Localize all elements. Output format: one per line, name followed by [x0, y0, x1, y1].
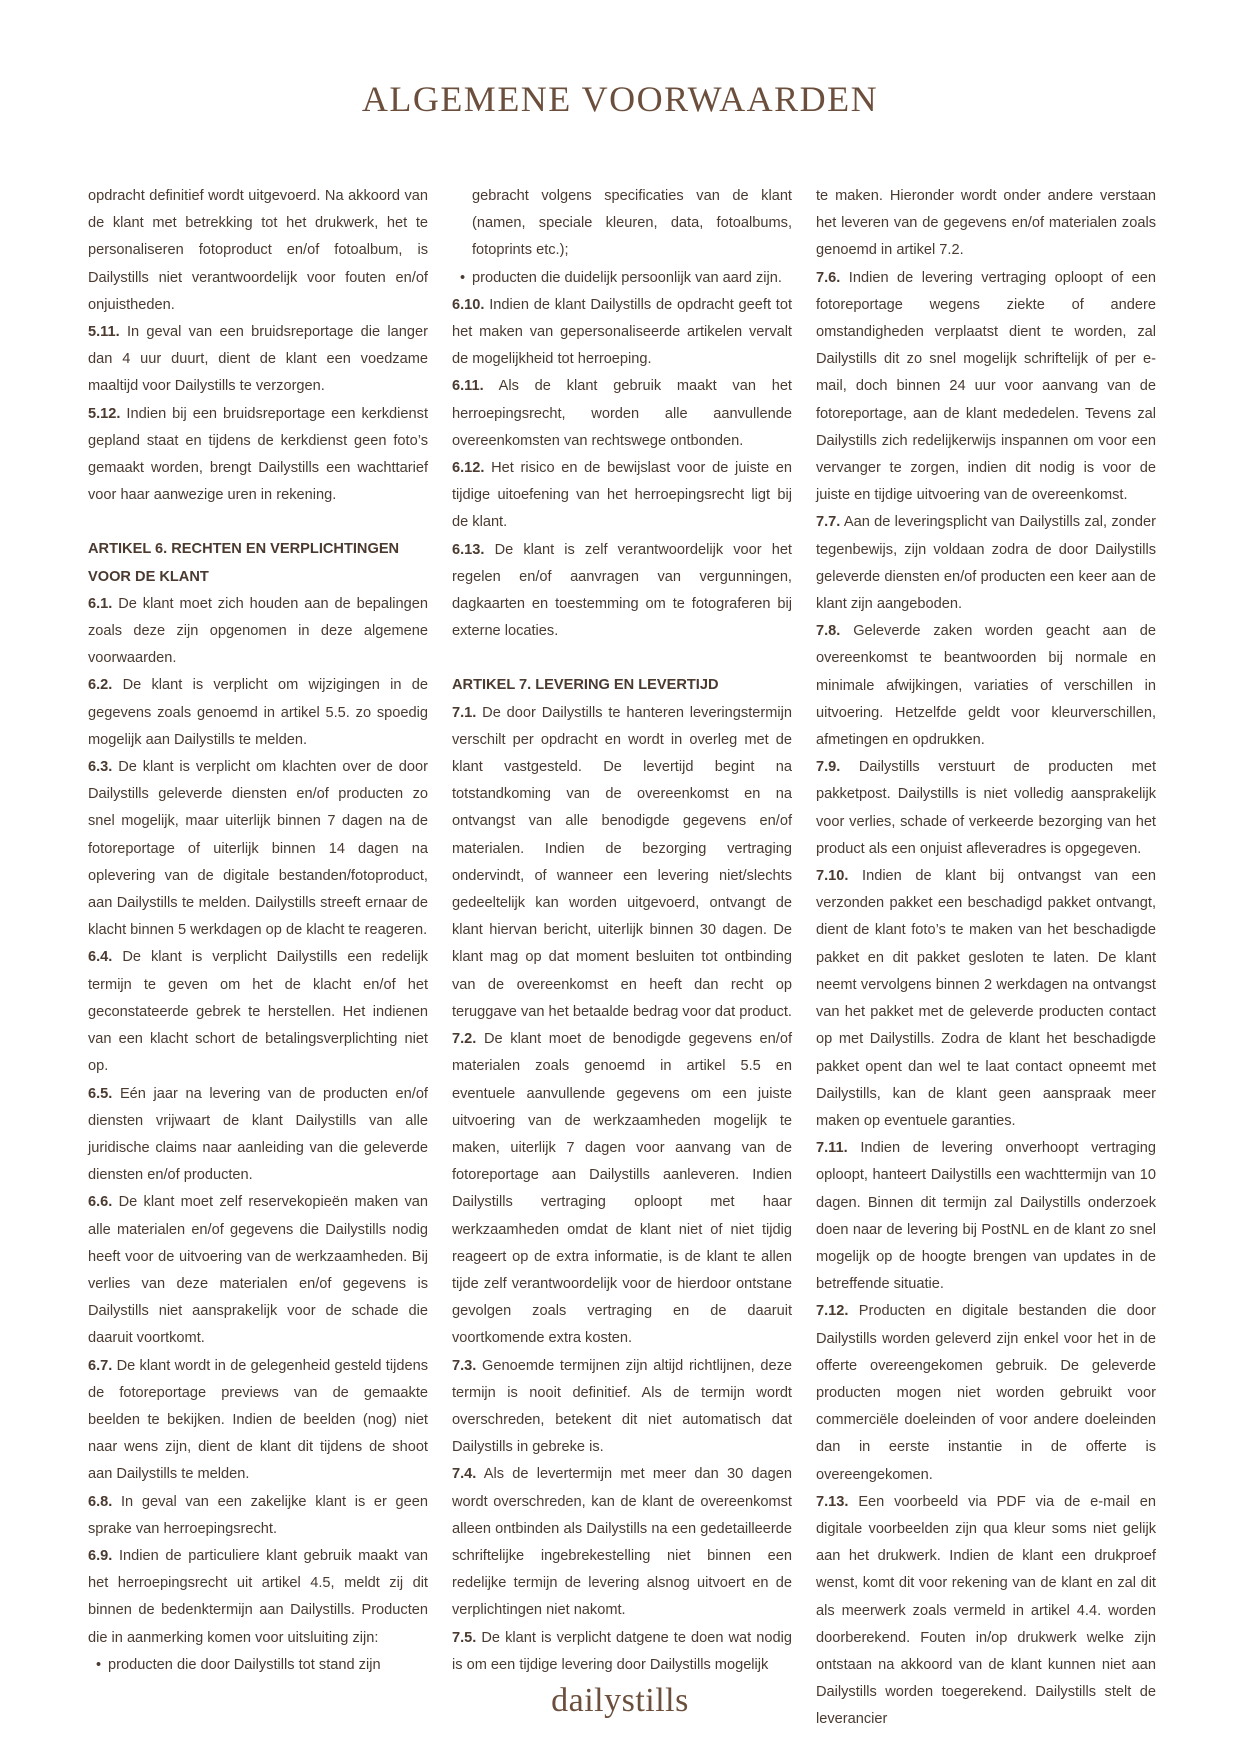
- article-7-heading: ARTIKEL 7. LEVERING EN LEVERTIJD: [452, 677, 719, 694]
- column-1: [88, 183, 428, 1679]
- clause-7-7: 7.7. Aan de leveringsplicht van Dailystills zal, zonder tegenbewijs, zijn voldaan zodra de door Dailystills geleverde diensten en/of producten een keer aan de klant zijn aangeboden.: [816, 514, 1156, 613]
- bullet-item: • producten die door Dailystills tot stand zijn: [88, 1652, 428, 1679]
- clause-7-3: 7.3. Genoemde termijnen zijn altijd richtlijnen, deze termijn is nooit definitief. Als de termijn wordt overschreden, betekent dit niet automatisch dat Dailystills in gebreke is.: [452, 1357, 792, 1456]
- clause-6-8: 6.8. In geval van een zakelijke klant is er geen sprake van herroepingsrecht.: [88, 1493, 428, 1537]
- bullet-icon: •: [96, 1656, 102, 1673]
- clause-7-8: 7.8. Geleverde zaken worden geacht aan de overeenkomst te beantwoorden bij normale en minimale afwijkingen, variaties of verschillen in uitvoering. Hetzelfde geldt voor kleurverschillen, afmetingen en opdrukken.: [816, 623, 1156, 749]
- clause-6-2: 6.2. De klant is verplicht om wijzigingen in de gegevens zoals genoemd in artikel 5.5. zo spoedig mogelijk aan Dailystills te melden.: [88, 677, 428, 748]
- clause-6-5: 6.5. Eén jaar na levering van de producten en/of diensten vrijwaart de klant Dailystills van alle juridische claims naar aanleiding van die geleverde diensten en/of producten.: [88, 1085, 428, 1184]
- column-3: [816, 183, 1156, 1734]
- clause-6-1: 6.1. De klant moet zich houden aan de bepalingen zoals deze zijn opgenomen in deze algemene voorwaarden.: [88, 595, 428, 667]
- paragraph: opdracht definitief wordt uitgevoerd. Na akkoord van de klant met betrekking tot het drukwerk, het te personaliseren fotoproduct en/of fotoalbum, is Dailystills niet verantwoordelijk voor fouten en/of onjuistheden.: [88, 188, 428, 313]
- clause-6-12: 6.12. Het risico en de bewijslast voor de juiste en tijdige uitoefening van het herroepingsrecht ligt bij de klant.: [452, 460, 792, 531]
- clause-7-12: 7.12. Producten en digitale bestanden die door Dailystills worden geleverd zijn enkel voor het in de offerte overeengekomen gebruik. De geleverde producten mogen niet worden gebruikt voor commerciële doeleinden of voor andere doeleinden dan in eerste instantie in de offerte is overeengekomen.: [816, 1303, 1156, 1483]
- clause-7-2: 7.2. De klant moet de benodigde gegevens en/of materialen zoals genoemd in artikel 5.5 en eventuele aanvullende gegevens om een juiste uitvoering van de werkzaamheden mogelijk te maken, uiterlijk 7 dagen voor aanvang van de fotoreportage aan Dailystills aanleveren. Indien Dailystills vertraging oploopt met haar werkzaamheden omdat de klant niet of niet tijdig reageert op de extra informatie, is de klant te allen tijde zelf verantwoordelijk voor de hierdoor ontstane gevolgen zoals vertraging en de daaruit voortkomende extra kosten.: [452, 1031, 792, 1347]
- page-title: ALGEMENE VOORWAARDEN: [361, 79, 879, 119]
- clause-6-3: 6.3. De klant is verplicht om klachten over de door Dailystills geleverde diensten en/of producten zo snel mogelijk, maar uiterlijk binnen 7 dagen na de fotoreportage of uiterlijk binnen 14 dagen na oplevering van de digitale bestanden/fotoproduct, aan Dailystills te melden. Dailystills streeft ernaar de klacht binnen 5 werkdagen op de klacht te reageren.: [88, 759, 428, 939]
- article-6-heading: ARTIKEL 6. RECHTEN EN VERPLICHTINGEN VOOR DE KLANT: [88, 541, 400, 585]
- clause-7-11: 7.11. Indien de levering onverhoopt vertraging oploopt, hanteert Dailystills een wachttermijn van 10 dagen. Binnen dit termijn zal Dailystills onderzoek doen naar de levering bij PostNL en de klant zo snel mogelijk op de hoogte brengen van updates in de betreffende situatie.: [816, 1140, 1156, 1293]
- bullet-continuation: gebracht volgens specificaties van de klant (namen, speciale kleuren, data, fotoalbums, fotoprints etc.);: [472, 188, 792, 259]
- clause-7-9: 7.9. Dailystills verstuurt de producten met pakketpost. Dailystills is niet volledig aansprakelijk voor verlies, schade of verkeerde bezorging van het product als een onjuist afleveradres is opgegeven.: [816, 759, 1156, 857]
- clause-6-13: 6.13. De klant is zelf verantwoordelijk voor het regelen en/of aanvragen van vergunningen, dagkaarten en toestemming om te fotograferen bij externe locaties.: [452, 541, 792, 640]
- clause-6-6: 6.6. De klant moet zelf reservekopieën maken van alle materialen en/of gegevens die Dailystills nodig heeft voor de uitvoering van de werkzaamheden. Bij verlies van deze materialen en/of gegevens is Dailystills niet aansprakelijk voor de schade die daaruit voortkomt.: [88, 1194, 428, 1347]
- clause-7-10: 7.10. Indien de klant bij ontvangst van een verzonden pakket een beschadigd pakket ontvangt, dient de klant foto’s te maken van het beschadigde pakket en dit pakket gesloten te laten. De klant neemt vervolgens binnen 2 werkdagen na ontvangst van het pakket met de geleverde producten contact op met Dailystills. Zodra de klant het beschadigde pakket opent dan wel te laat contact opneemt met Dailystills, kan de klant geen aanspraak meer maken op eventuele garanties.: [816, 868, 1156, 1129]
- clause-7-4: 7.4. Als de levertermijn met meer dan 30 dagen wordt overschreden, kan de klant de overeenkomst alleen ontbinden als Dailystills na een gedetailleerde schriftelijke ingebrekestelling niet binnen een redelijke termijn de levering alsnog uitvoert en de verplichtingen niet nakomt.: [452, 1466, 792, 1619]
- clause-7-13: 7.13. Een voorbeeld via PDF via de e-mail en digitale voorbeelden zijn qua kleur soms niet gelijk aan het drukwerk. Indien de klant een drukproef wenst, komt dit voor rekening van de klant en zal dit als meerwerk zoals vermeld in artikel 4.4. worden doorberekend. Fouten in/op drukwerk welke zijn ontstaan na akkoord van de klant kunnen niet aan Dailystills worden toegerekend. Dailystills stelt de leverancier: [816, 1493, 1156, 1728]
- clause-7-1: 7.1. De door Dailystills te hanteren leveringstermijn verschilt per opdracht en wordt in overleg met de klant vastgesteld. De levertijd begint na totstandkoming van de overeenkomst en na ontvangst van alle benodigde gegevens en/of materialen. Indien de bezorging vertraging ondervindt, of wanneer een levering niet/slechts gedeeltelijk kan worden uitgevoerd, ontvangt de klant hiervan bericht, uiterlijk binnen 30 dagen. De klant mag op dat moment besluiten tot ontbinding van de overeenkomst en heeft dan recht op teruggave van het betaalde bedrag voor dat product.: [452, 704, 792, 1020]
- paragraph: te maken. Hieronder wordt onder andere verstaan het leveren van de gegevens en/of materialen zoals genoemd in artikel 7.2.: [816, 188, 1156, 259]
- bullet-item: • producten die duidelijk persoonlijk van aard zijn.: [452, 265, 792, 292]
- brand-logo: dailystills: [551, 1682, 689, 1719]
- clause-6-10: 6.10. Indien de klant Dailystills de opdracht geeft tot het maken van gepersonaliseerde artikelen vervalt de mogelijkheid tot herroeping.: [452, 296, 792, 368]
- clause-6-11: 6.11. Als de klant gebruik maakt van het herroepingsrecht, worden alle aanvullende overeenkomsten van rechtswege ontbonden.: [452, 378, 792, 449]
- bullet-icon: •: [460, 269, 466, 286]
- clause-7-5: 7.5. De klant is verplicht datgene te doen wat nodig is om een tijdige levering door Dailystills mogelijk: [452, 1629, 792, 1673]
- clause-7-6: 7.6. Indien de levering vertraging oploopt of een fotoreportage wegens ziekte of andere omstandigheden verplaatst dient te worden, zal Dailystills dit zo snel mogelijk schriftelijk of per e-mail, doch binnen 24 uur voor aanvang van de fotoreportage, aan de klant mededelen. Tevens zal Dailystills zich redelijkerwijs inspannen om voor een vervanger te zorgen, indien dit nodig is voor de juiste en tijdige uitvoering van de overeenkomst.: [816, 269, 1156, 504]
- clause-6-9: 6.9. Indien de particuliere klant gebruik maakt van het herroepingsrecht uit artikel 4.5, meldt zij dit binnen de bedenktermijn aan Dailystills. Producten die in aanmerking komen voor uitsluiting zijn:: [88, 1547, 428, 1646]
- column-2: [452, 183, 792, 1679]
- clause-6-4: 6.4. De klant is verplicht Dailystills een redelijk termijn te geven om het de klacht en/of het geconstateerde gebrek te herstellen. Het indienen van een klacht schort de betalingsverplichting niet op.: [88, 949, 428, 1075]
- clause-5-11: 5.11. In geval van een bruidsreportage die langer dan 4 uur duurt, dient de klant een voedzame maaltijd voor Dailystills te verzorgen.: [88, 324, 428, 395]
- clause-5-12: 5.12. Indien bij een bruidsreportage een kerkdienst gepland staat en tijdens de kerkdienst geen foto’s gemaakt worden, brengt Dailystills een wachttarief voor haar aanwezige uren in rekening.: [88, 405, 428, 504]
- clause-6-7: 6.7. De klant wordt in de gelegenheid gesteld tijdens de fotoreportage previews van de gemaakte beelden te bekijken. Indien de beelden (nog) niet naar wens zijn, dient de klant dit tijdens de shoot aan Dailystills te melden.: [88, 1357, 428, 1483]
